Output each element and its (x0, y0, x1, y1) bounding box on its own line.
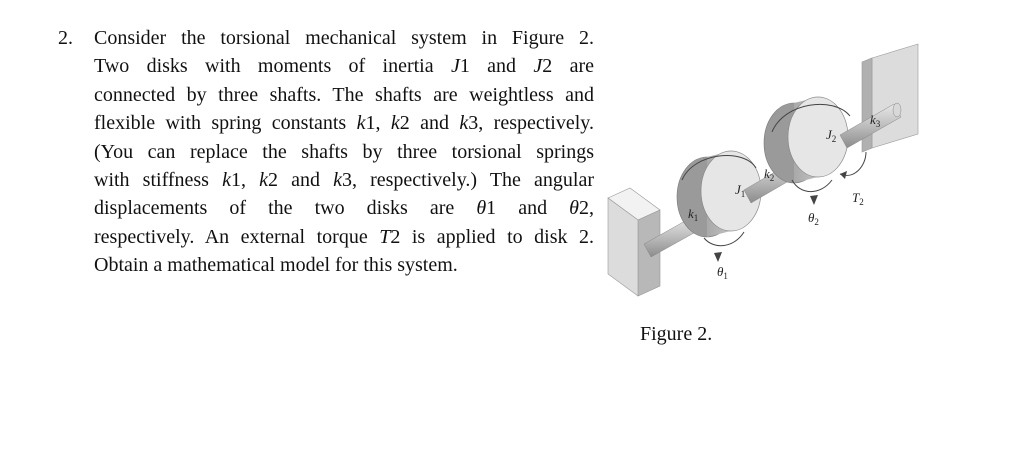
label-k1: $k_1$ (688, 206, 699, 223)
right-wall (862, 44, 918, 152)
figure-2 (604, 40, 924, 300)
label-k2: $k_2$ (764, 166, 775, 183)
problem-number: 2. (58, 27, 73, 49)
problem-line: Consider the torsional mechanical system in Figure 2. (94, 27, 594, 49)
problem-line: connected by three shafts. The shafts are weightless and (94, 83, 594, 106)
label-theta2: $\theta_2$ (808, 210, 819, 227)
problem-line: with stiffness k1, k2 and k3, respectively.) The angular (94, 169, 595, 192)
torsional-system-diagram (604, 40, 924, 300)
problem-line: flexible with spring constants k1, k2 and k3, respectively. (94, 112, 594, 135)
label-theta1: $\theta_1$ (717, 264, 728, 281)
label-k3: $k_3$ (870, 112, 881, 129)
label-j1: $J_1$ (735, 182, 746, 199)
problem-line: respectively. An external torque T2 is applied to disk 2. (94, 225, 594, 248)
label-j2: $J_2$ (826, 127, 837, 144)
figure-caption: Figure 2. (640, 323, 713, 345)
problem-statement (94, 24, 594, 280)
problem-line: (You can replace the shafts by three torsional springs (94, 140, 594, 163)
label-t2: $T_2$ (852, 190, 864, 207)
problem-line: displacements of the two disks are θ1 and θ2, (94, 197, 594, 220)
disk-j2 (764, 97, 850, 205)
problem-line: Obtain a mathematical model for this system. (94, 254, 458, 277)
problem-line: Two disks with moments of inertia J1 and J2 are (94, 55, 594, 78)
